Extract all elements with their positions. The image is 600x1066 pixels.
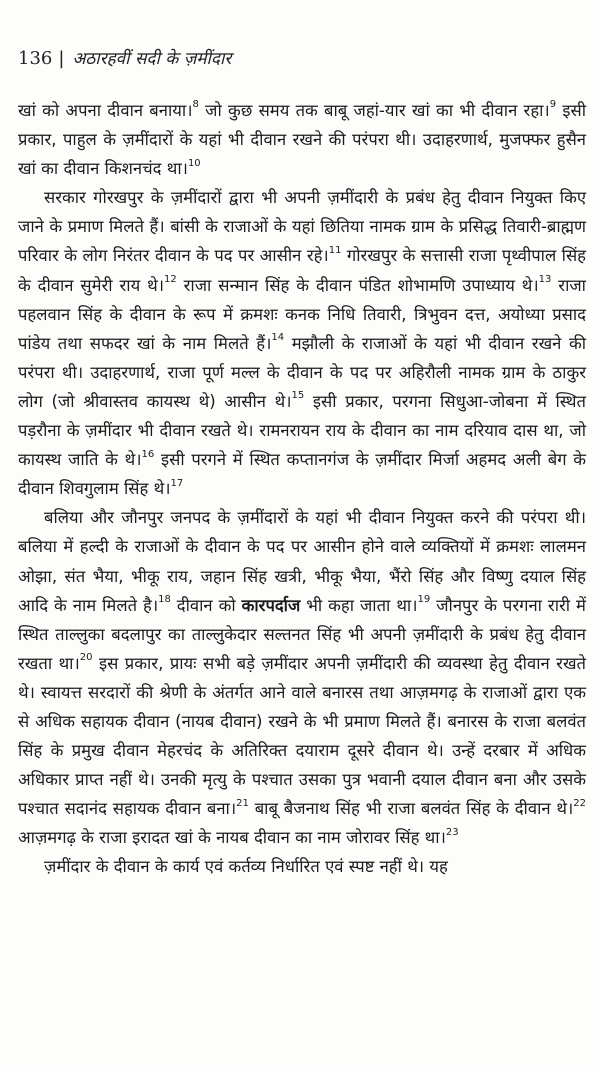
text-run: गोरखपुर के सत्तासी राजा पृथ्वीपाल सिंह के दीवान सुमेरी राय थे।: [18, 246, 586, 295]
text-run: बलिया और जौनपुर जनपद के ज़मींदारों के यहां भी दीवान नियुक्त करने की परंपरा थी। बलिया में हल्दी के राजाओं के दीवान के पद पर आसीन होने वाले व्यक्तियों में क्रमशः लालमन ओझा, संत भैया, भीकू राय, जहान सिंह खत्री, भीकू भैया, भैंरो सिंह और विष्णु दयाल सिंह आदि के नाम मिलते है।: [18, 508, 586, 615]
text-run: दीवान को: [170, 595, 242, 615]
text-run: भी कहा जाता था।: [300, 595, 418, 615]
text-run: राजा पहलवान सिंह के दीवान के रूप में क्रमशः कनक निधि तिवारी, त्रिभुवन दत्त, अयोध्या प्रसाद पांडेय तथा सफदर खां के नाम मिलते हैं।: [18, 275, 586, 353]
paragraph-4: [18, 852, 586, 881]
footnote-ref-15: 15: [291, 390, 305, 402]
text-run: ज़मींदार के दीवान के कार्य एवं कर्तव्य निर्धारित एवं स्पष्ट नहीं थे। यह: [44, 857, 448, 877]
footnote-ref-22: 22: [573, 797, 587, 809]
paragraph-2: [18, 183, 586, 503]
text-run: इसी परगने में स्थित कप्तानगंज के ज़मींदार मिर्जा अहमद अली बेग के दीवान शिवगुलाम सिंह थे।: [18, 450, 586, 499]
page-number: 136: [18, 48, 53, 69]
running-header: [18, 46, 586, 86]
footnote-ref-11: 11: [328, 244, 342, 256]
footnote-ref-9: 9: [549, 99, 557, 111]
header-separator: |: [58, 48, 65, 69]
text-run: खां को अपना दीवान बनाया।: [18, 101, 193, 120]
footnote-ref-21: 21: [236, 797, 249, 809]
text-run: इसी प्रकार, पाहुल के ज़मींदारों के यहां भी दीवान रखने की परंपरा थी। उदाहरणार्थ, मुजफ्फर हुसैन खां का दीवान किशनचंद था।: [18, 101, 586, 179]
footnote-ref-19: 19: [417, 594, 431, 606]
text-run: राजा सन्मान सिंह के दीवान पंडित शोभामणि उपाध्याय थे।: [176, 275, 539, 295]
footnote-ref-20: 20: [79, 652, 93, 664]
footnote-ref-8: 8: [192, 99, 199, 111]
footnote-ref-18: 18: [158, 594, 171, 606]
text-run: मझौली के राजाओं के यहां भी दीवान रखने की परंपरा थी। उदाहरणार्थ, राजा पूर्ण मल्ल के दीवान के पद पर अहिरौली नामक ग्राम के ठाकुर लोग (जो श्रीवास्तव कायस्थ थे) आसीन थे।: [18, 333, 586, 411]
footnote-ref-10: 10: [187, 157, 201, 169]
running-title: अठारहवीं सदी के ज़मींदार: [72, 49, 232, 69]
text-run: जो कुछ समय तक बाबू जहां-यार खां का भी दीवान रहा।: [198, 101, 550, 120]
text-run: इस प्रकार, प्रायः सभी बड़े ज़मींदार अपनी ज़मींदारी की व्यवस्था हेतु दीवान रखते थे। स्वायत्त सरदारों की श्रेणी के अंतर्गत आने वाले बनारस तथा आज़मगढ़ के राजाओं द्वारा एक से अधिक सहायक दीवान (नायब दीवान) रखने के भी प्रमाण मिलते हैं। बनारस के राजा बलवंत सिंह के प्रमुख दीवान मेहरचंद के अतिरिक्त दयाराम दूसरे दीवान थे। उन्हें दरबार में अधिक अधिकार प्राप्त नहीं थे। उनकी मृत्यु के पश्चात उसका पुत्र भवानी दयाल दीवान बना और उसके पश्चात सदानंद सहायक दीवान बना।: [18, 653, 586, 819]
text-run: जौनपुर के परगना रारी में स्थित ताल्लुका बदलापुर का ताल्लुकेदार सल्तनत सिंह भी अपनी ज़मींदारी के प्रबंध हेतु दीवान रखता था।: [18, 595, 586, 673]
paragraph-3: [18, 503, 586, 852]
body-text: [18, 96, 586, 882]
footnote-ref-17: 17: [170, 477, 184, 489]
footnote-ref-14: 14: [271, 332, 285, 344]
text-run: इसी प्रकार, परगना सिधुआ-जोबना में स्थित पड़रौना के ज़मींदार भी दीवान रखते थे। रामनरायन राय के दीवान का नाम दरियाव दास था, जो कायस्थ जाति के थे।: [18, 391, 586, 470]
footnote-ref-12: 12: [164, 274, 177, 286]
footnote-ref-23: 23: [445, 826, 459, 838]
text-run: बाबू बैजनाथ सिंह भी राजा बलवंत सिंह के दीवान थे।: [248, 799, 574, 819]
footnote-ref-16: 16: [141, 448, 155, 460]
footnote-ref-13: 13: [538, 274, 552, 286]
bold-term: कारपर्दाज: [241, 595, 301, 615]
text-run: सरकार गोरखपुर के ज़मींदारों द्वारा भी अपनी ज़मींदारी के प्रबंध हेतु दीवान नियुक्त किए जाने के प्रमाण मिलते हैं। बांसी के राजाओं के यहां छितिया नामक ग्राम के प्रसिद्ध तिवारी-ब्राह्मण परिवार के लोग निरंतर दीवान के पद पर आसीन रहे।: [18, 188, 586, 266]
paragraph-1: [18, 96, 586, 183]
text-run: आज़मगढ़ के राजा इरादत खां के नायब दीवान का नाम जोरावर सिंह था।: [18, 828, 446, 848]
